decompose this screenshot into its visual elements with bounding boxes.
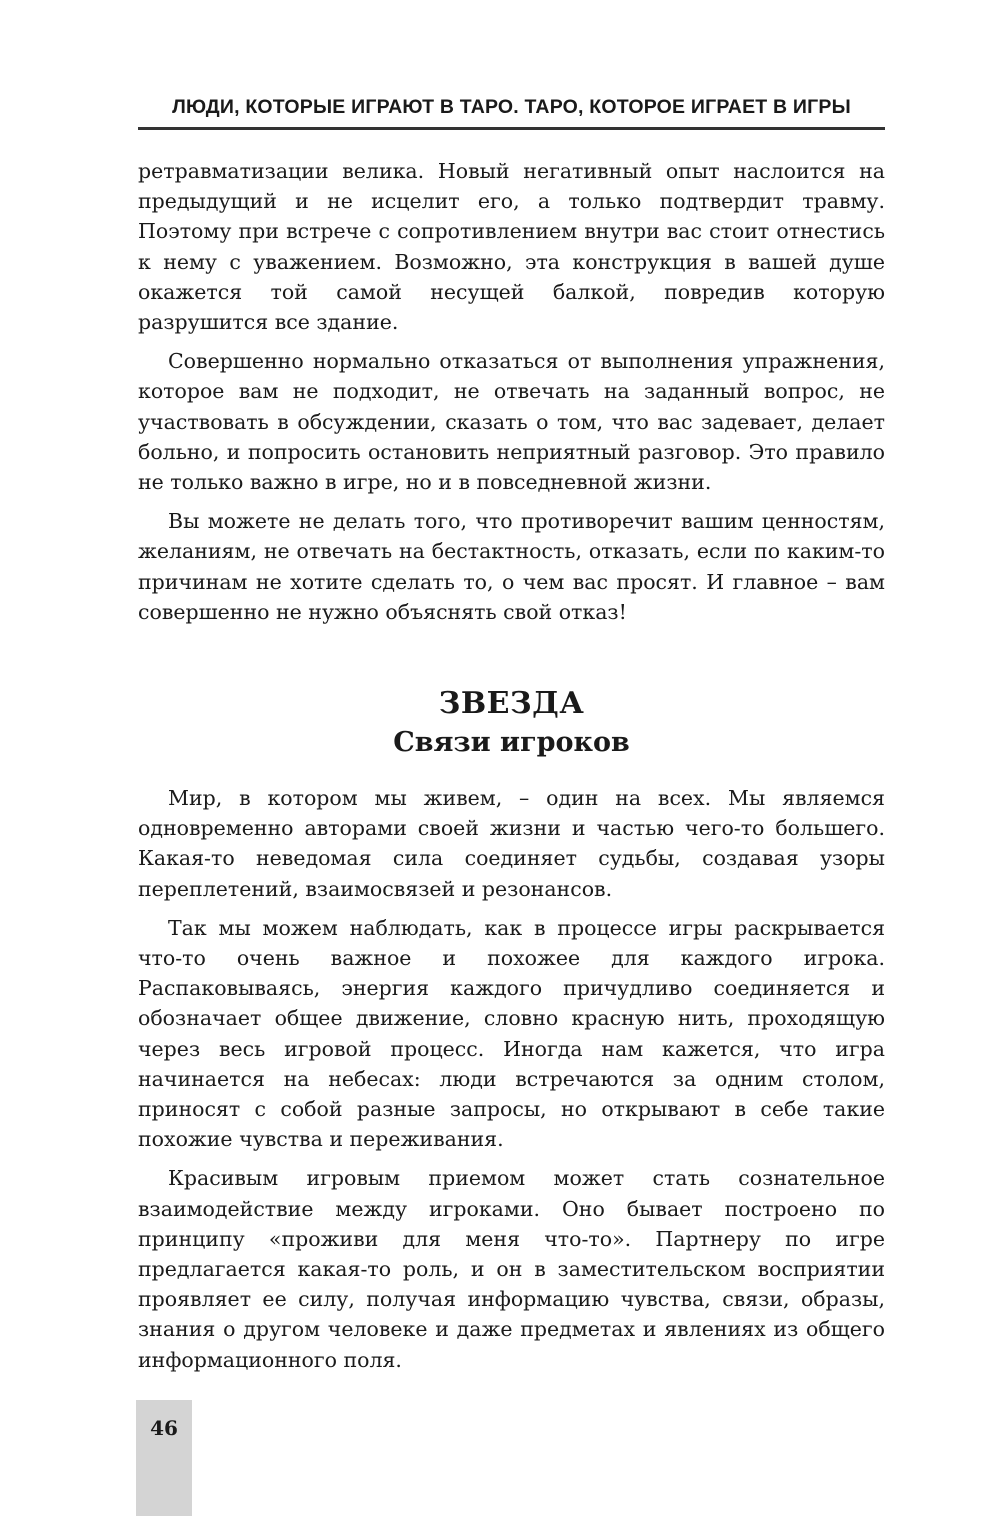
header-divider bbox=[138, 127, 885, 130]
paragraph: Так мы можем наблюдать, как в процессе игры раскрывается что-то очень важное и похожее для каждого игрока. Распаковываясь, энергия каждого причудливо соединяется и обозначает общее движение, словно красную нить, проходящую через весь игровой процесс. Иногда нам кажется, что игра начинается на небесах: люди встречаются за одним столом, приносят с собой разные запросы, но открывают в себе такие похожие чувства и переживания. bbox=[138, 915, 885, 1152]
paragraph: Вы можете не делать того, что противоречит вашим ценностям, желаниям, не отвечать на бестактность, отказать, если по каким-то причинам не хотите сделать то, о чем вас просят. И главное – вам совершенно не нужно объяснять свой отказ! bbox=[138, 509, 885, 624]
paragraph: ретравматизации велика. Новый негативный опыт наслоится на предыдущий и не исцелит его, а только подтвердит травму. Поэтому при встрече с сопротивлением внутри вас стоит отнестись к нему с уважением. Возможно, эта конструкция в вашей душе окажется той самой несущей балкой, повредив которую разрушится все здание. bbox=[138, 159, 885, 335]
text-block-top bbox=[138, 156, 885, 627]
paragraph: Красивым игровым приемом может стать сознательное взаимодействие между игроками. Оно бывает построено по принципу «проживи для меня что-то». Партнеру по игре предлагается какая-то роль, и он в заместительском восприятии проявляет ее силу, получая информацию чувства, связи, образы, знания о другом человеке и даже предметах и явлениях из общего информационного поля. bbox=[138, 1166, 885, 1372]
page-number-tab bbox=[136, 1400, 192, 1516]
paragraph: Мир, в котором мы живем, – один на всех. Мы являемся одновременно авторами своей жизни и частью чего-то большего. Какая-то неведомая сила соединяет судьбы, создавая узоры переплетений, взаимосвязей и резонансов. bbox=[138, 786, 885, 901]
chapter-subtitle: Связи игроков bbox=[393, 727, 630, 758]
paragraph: Совершенно нормально отказаться от выполнения упражнения, которое вам не подходит, не отвечать на заданный вопрос, не участвовать в обсуждении, сказать о том, что вас задевает, делает больно, и попросить остановить неприятный разговор. Это правило не только важно в игре, но и в повседневной жизни. bbox=[138, 349, 885, 495]
running-header: ЛЮДИ, КОТОРЫЕ ИГРАЮТ В ТАРО. ТАРО, КОТОРОЕ ИГРАЕТ В ИГРЫ bbox=[172, 96, 851, 118]
page-number: 46 bbox=[150, 1416, 178, 1440]
text-block-bottom bbox=[138, 783, 885, 1375]
chapter-title: ЗВЕЗДА bbox=[438, 686, 585, 721]
